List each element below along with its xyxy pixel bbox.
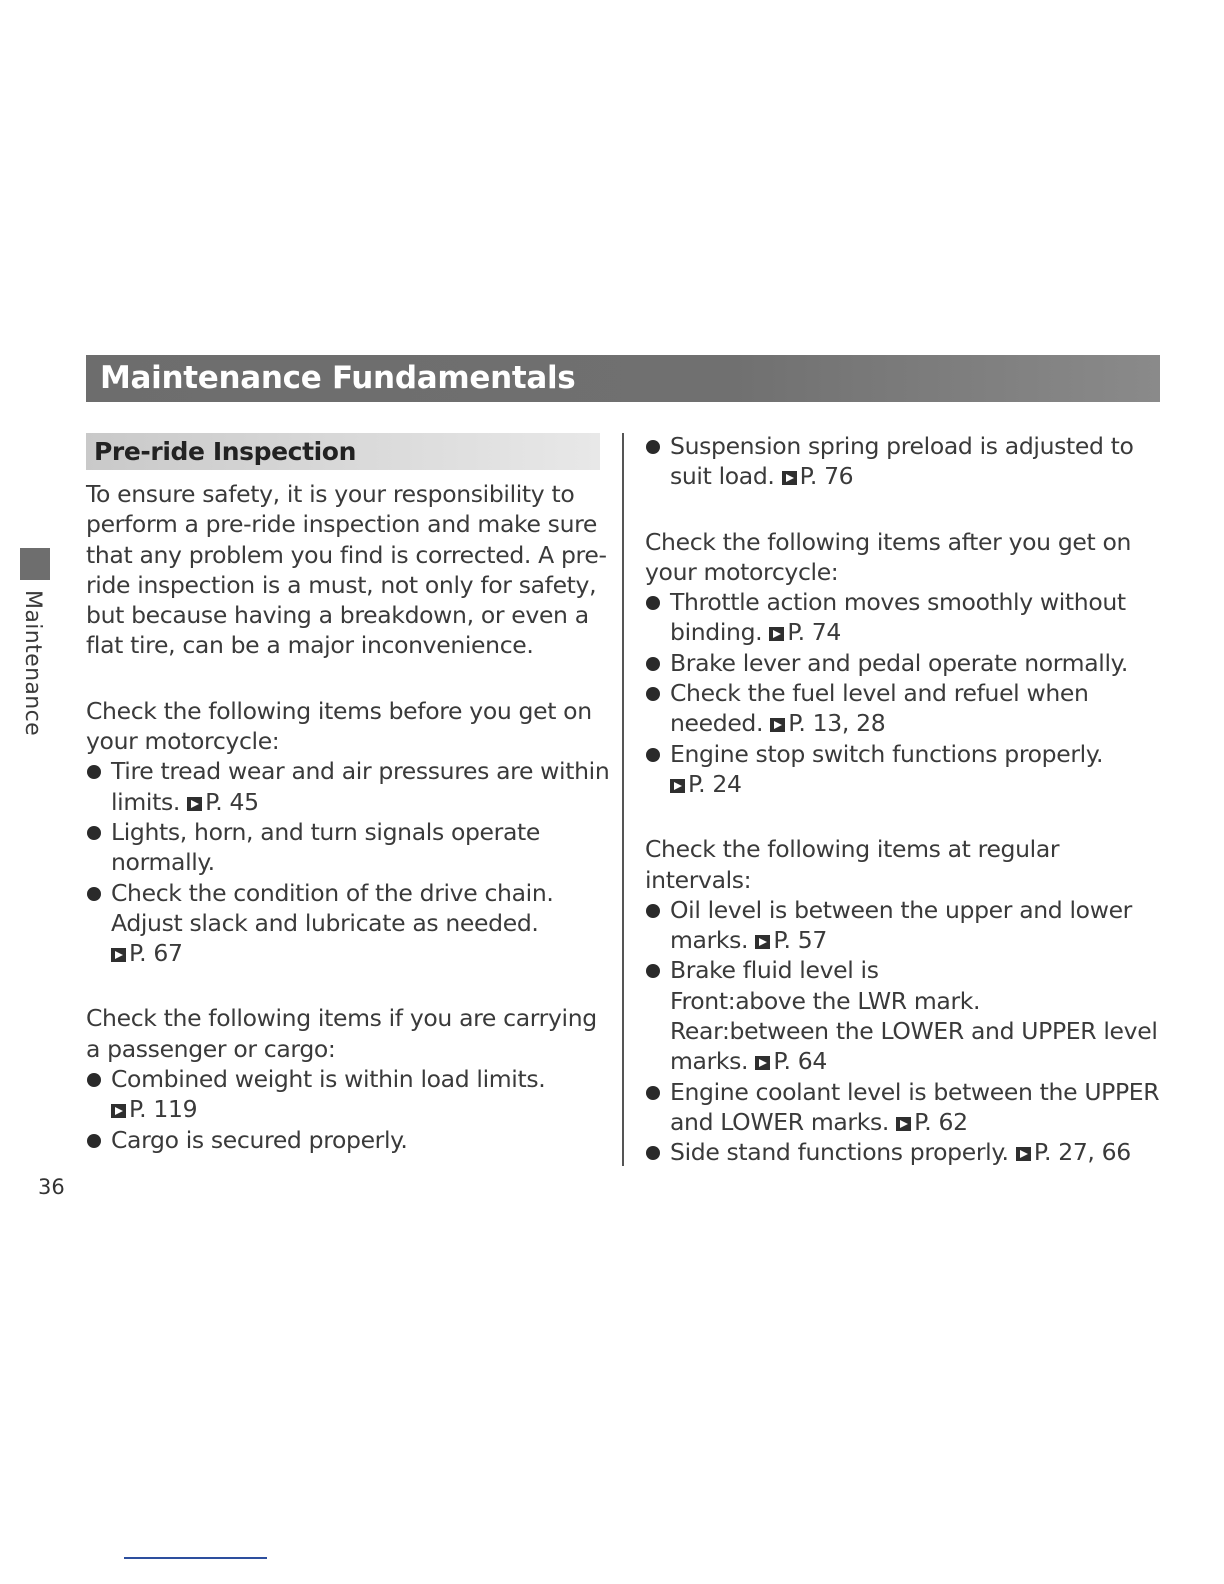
- intro-paragraph: To ensure safety, it is your responsibility to perform a pre-ride inspection and make sure that any problem you find is corrected. A pre-ride inspection is a must, not only for safety, but because having a breakdown, or even a flat tire, can be a major inconvenience.: [86, 480, 607, 660]
- bullet-icon: [87, 887, 101, 901]
- page-reference[interactable]: [187, 788, 259, 816]
- item-text: Oil level is between the upper and lower marks.: [670, 895, 1132, 955]
- page-reference[interactable]: [111, 939, 183, 967]
- page-reference[interactable]: [896, 1108, 968, 1136]
- item-text: Check the fuel level and refuel when needed.: [670, 679, 1089, 738]
- list-item: [86, 878, 614, 969]
- bullet-icon: [87, 1134, 101, 1148]
- item-text: Cargo is secured properly.: [111, 1125, 408, 1154]
- list-item: [645, 431, 1165, 492]
- page-reference-arrow-icon: [111, 1104, 126, 1118]
- item-text: Lights, horn, and turn signals operate normally.: [111, 817, 541, 877]
- item-text-line: Rear:between the LOWER and UPPER level marks.: [670, 1017, 1158, 1076]
- page-reference-text: P. 74: [787, 618, 842, 647]
- page-number: 36: [38, 1175, 65, 1199]
- page-reference-arrow-icon: [111, 948, 126, 962]
- page-reference[interactable]: [755, 1047, 827, 1075]
- page-reference[interactable]: [769, 618, 841, 646]
- list-item: [86, 817, 614, 878]
- right-column: [645, 431, 1165, 1168]
- list-item: [645, 648, 1165, 678]
- chapter-title: Maintenance Fundamentals: [100, 360, 576, 396]
- page-reference-arrow-icon: [755, 1056, 770, 1070]
- list-item: [645, 895, 1165, 956]
- chapter-banner: [86, 355, 1160, 402]
- item-text: Check the condition of the drive chain. Adjust slack and lubricate as needed.: [111, 878, 554, 937]
- bullet-icon: [87, 765, 101, 779]
- bullet-icon: [646, 657, 660, 671]
- item-text-line: Brake fluid level is: [670, 956, 879, 985]
- item-text: Side stand functions properly.: [670, 1138, 1009, 1167]
- page-reference-arrow-icon: [770, 718, 785, 732]
- after-mount-heading: Check the following items after you get on your motorcycle:: [645, 527, 1132, 586]
- interval-list: [645, 895, 1165, 1168]
- list-item: [86, 1064, 614, 1125]
- left-column: [86, 479, 614, 1155]
- page-reference-text: P. 45: [205, 787, 259, 816]
- side-tab-marker: [20, 548, 50, 580]
- page-reference-text: P. 76: [799, 462, 854, 491]
- page-reference[interactable]: [1016, 1138, 1131, 1166]
- page-reference-text: P. 27, 66: [1033, 1138, 1131, 1167]
- page-reference-text: P. 57: [773, 926, 827, 955]
- bottom-rule: [124, 1557, 267, 1559]
- bullet-icon: [646, 440, 660, 454]
- page-reference-arrow-icon: [755, 935, 770, 949]
- before-ride-heading: Check the following items before you get on your motorcycle:: [86, 696, 592, 756]
- after-mount-list: [645, 587, 1165, 799]
- section-title: Pre-ride Inspection: [94, 437, 356, 466]
- item-text: Engine coolant level is between the UPPER and LOWER marks.: [670, 1077, 1160, 1136]
- bullet-icon: [646, 596, 660, 610]
- bullet-icon: [87, 1073, 101, 1087]
- page-reference-arrow-icon: [782, 471, 797, 485]
- page-reference-text: P. 62: [914, 1107, 968, 1136]
- item-text-line: Front:above the LWR mark.: [670, 986, 981, 1015]
- page-reference-arrow-icon: [670, 779, 685, 793]
- page-reference-text: P. 24: [688, 769, 742, 798]
- interval-heading: Check the following items at regular intervals:: [645, 835, 1060, 894]
- page-reference[interactable]: [670, 770, 742, 798]
- list-item: [645, 678, 1165, 739]
- item-text: Engine stop switch functions properly.: [670, 739, 1104, 768]
- page-reference[interactable]: [111, 1095, 197, 1123]
- item-text: Combined weight is within load limits.: [111, 1065, 546, 1094]
- item-text: Suspension spring preload is adjusted to suit load.: [670, 432, 1134, 491]
- bullet-icon: [646, 1146, 660, 1160]
- item-text: Brake lever and pedal operate normally.: [670, 648, 1128, 677]
- bullet-icon: [87, 826, 101, 840]
- item-text: Throttle action moves smoothly without binding.: [670, 588, 1126, 647]
- section-heading: [86, 433, 600, 470]
- list-item: [86, 1125, 614, 1155]
- page-reference[interactable]: [755, 926, 827, 954]
- list-item: [645, 1077, 1165, 1138]
- bullet-icon: [646, 1086, 660, 1100]
- passenger-list: [86, 1064, 614, 1155]
- list-item: [645, 1137, 1165, 1167]
- page-reference-arrow-icon: [896, 1117, 911, 1131]
- passenger-heading: Check the following items if you are carrying a passenger or cargo:: [86, 1004, 597, 1063]
- before-ride-list: [86, 756, 614, 968]
- bullet-icon: [646, 904, 660, 918]
- side-tab: [20, 590, 50, 735]
- page-reference[interactable]: [770, 709, 885, 737]
- list-item: [645, 587, 1165, 648]
- page-reference-text: P. 13, 28: [788, 709, 886, 738]
- column-divider: [622, 433, 624, 1166]
- page-reference-text: P. 67: [129, 939, 183, 968]
- side-tab-label: Maintenance: [20, 590, 45, 737]
- bullet-icon: [646, 687, 660, 701]
- page-reference[interactable]: [782, 462, 854, 490]
- page-reference-arrow-icon: [769, 627, 784, 641]
- page-reference-arrow-icon: [1016, 1147, 1031, 1161]
- list-item: [645, 739, 1165, 800]
- list-item: [86, 756, 614, 817]
- item-text: Tire tread wear and air pressures are within limits.: [111, 757, 610, 816]
- list-item: [645, 955, 1165, 1076]
- page-reference-arrow-icon: [187, 797, 202, 811]
- continued-list: [645, 431, 1165, 492]
- page-reference-text: P. 119: [129, 1095, 198, 1124]
- bullet-icon: [646, 748, 660, 762]
- bullet-icon: [646, 964, 660, 978]
- page-reference-text: P. 64: [773, 1047, 827, 1076]
